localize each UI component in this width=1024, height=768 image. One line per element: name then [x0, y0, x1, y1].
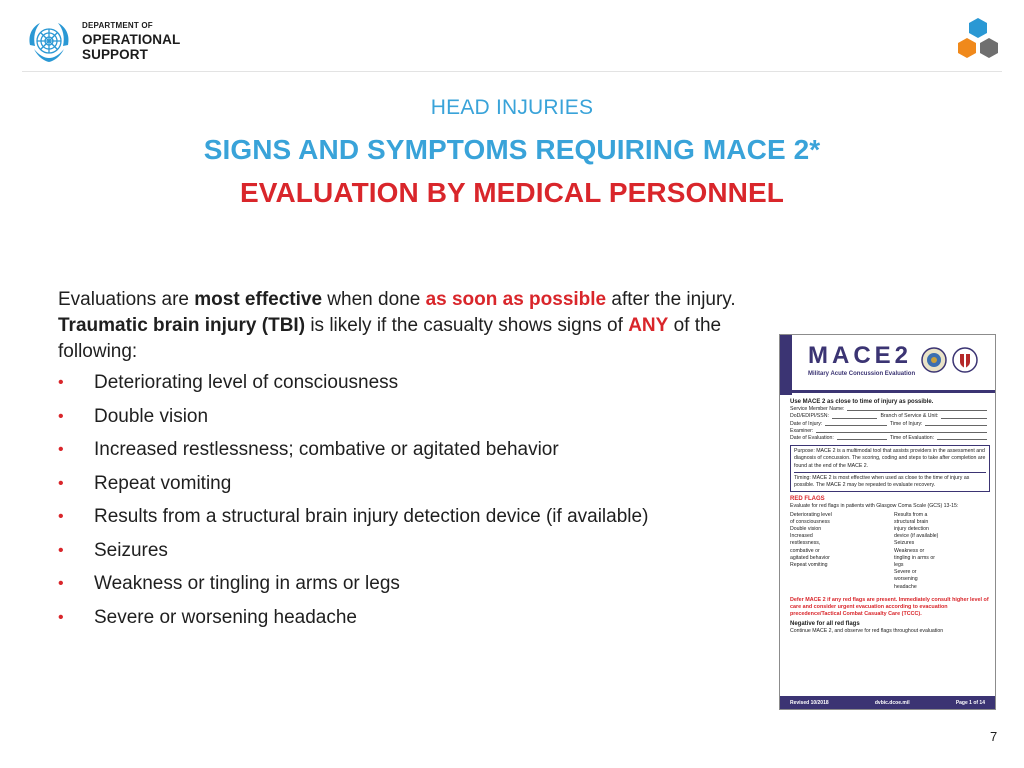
bullet-icon: • — [58, 441, 64, 458]
section-title: HEAD INJURIES — [430, 96, 594, 119]
card-flag: Double vision — [790, 526, 822, 533]
card-purpose-box — [790, 445, 990, 492]
list-item-text: Increased restlessness; combative or agitated behavior — [94, 439, 559, 460]
intro-bold-2: Traumatic brain injury (TBI) — [58, 315, 306, 336]
card-field-label: DoD/EDIPI/SSN: — [790, 413, 829, 420]
list-item — [58, 504, 758, 538]
list-item — [58, 538, 758, 572]
dvbic-seal-icon — [952, 347, 978, 373]
card-red-flags-title: RED FLAGS — [790, 496, 825, 503]
card-field-row — [790, 413, 990, 420]
intro-paragraph — [58, 287, 778, 365]
card-footer — [780, 696, 995, 709]
card-flag: Seizures — [894, 540, 915, 547]
bullet-icon: • — [58, 407, 64, 425]
card-flag: Severe or worsening headache — [894, 569, 918, 590]
card-timing: Timing: MACE 2 is most effective when used as close to the time of injury as possible. The MACE 2 may be repeated to evaluate recovery. — [794, 472, 986, 489]
bullet-icon: • — [58, 541, 64, 559]
mace2-card-image — [779, 334, 996, 710]
department-name — [82, 22, 180, 61]
list-item — [58, 471, 758, 505]
card-purpose: Purpose: MACE 2 is a multimodal tool that assists providers in the assessment and diagnosis of concussion. The scoring, coding and steps to take after completion are found at the end of the MACE 2. — [794, 448, 986, 469]
list-item-text: Weakness or tingling in arms or legs — [94, 573, 400, 594]
bullet-icon: • — [58, 575, 64, 592]
dept-line-1: DEPARTMENT OF — [82, 21, 153, 30]
card-flag: Deteriorating level of consciousness — [790, 511, 832, 525]
card-field-row — [790, 406, 990, 413]
header-divider — [22, 71, 1002, 72]
list-item — [58, 571, 758, 605]
bullet-icon: • — [58, 508, 64, 525]
un-emblem-icon — [24, 19, 74, 67]
bullet-icon: • — [58, 474, 64, 492]
card-flag: Weakness or tingling in arms or legs — [894, 547, 935, 569]
list-item — [58, 404, 758, 438]
card-flags-right — [894, 512, 990, 591]
card-flag: Results from a structural brain injury detection device (if available) — [894, 511, 939, 540]
card-field-label: Time of Evaluation: — [889, 435, 935, 442]
dod-seal-icon — [921, 347, 947, 373]
card-defer-note: Defer MACE 2 if any red flags are present. Immediately consult higher level of care and consider urgent evacuation according to evacuation precedence/Tactical Combat Casualty Care (TCCC). — [790, 596, 989, 617]
card-stripe — [780, 335, 792, 395]
card-flag: Repeat vomiting — [790, 562, 828, 569]
card-use-line: Use MACE 2 as close to time of injury as possible. — [790, 399, 934, 405]
card-field-label: Time of Injury: — [889, 420, 923, 427]
list-item-text: Results from a structural brain injury detection device (if available) — [94, 506, 649, 527]
card-footer-page: Page 1 of 14 — [955, 699, 985, 706]
list-item — [58, 370, 758, 404]
intro-text-2: when done — [322, 289, 426, 310]
slide-subtitle: EVALUATION BY MEDICAL PERSONNEL — [240, 177, 784, 208]
card-footer-revised: Revised 10/2018 — [790, 699, 829, 706]
list-item-text: Severe or worsening headache — [94, 606, 358, 628]
list-item-text: Deteriorating level of consciousness — [94, 372, 399, 393]
dept-line-3: SUPPORT — [82, 46, 148, 62]
card-field-row — [790, 428, 990, 435]
card-subtitle: Military Acute Concussion Evaluation — [808, 371, 916, 377]
intro-text-3: after the injury. — [606, 289, 736, 310]
card-negative-text: Continue MACE 2, and observe for red flags throughout evaluation — [790, 628, 944, 635]
card-field-label: Date of Evaluation: — [790, 435, 834, 442]
list-item — [58, 437, 758, 471]
list-item — [58, 605, 758, 639]
intro-text-1: Evaluations are — [58, 289, 195, 310]
card-negative-title: Negative for all red flags — [790, 620, 860, 627]
intro-emphasis-1: as soon as possible — [425, 289, 607, 310]
slide-header — [0, 0, 1024, 74]
card-field-label: Service Member Name: — [790, 406, 845, 413]
intro-text-4: is likely if the casualty shows signs of — [305, 315, 629, 336]
card-field-label: Date of Injury: — [790, 420, 823, 427]
card-flags-left — [790, 512, 886, 591]
hexagon-logo-icon — [952, 16, 1004, 68]
card-flag-columns — [790, 512, 990, 591]
card-flag: Increased restlessness, combative or agitated behavior — [790, 533, 830, 561]
symptom-list — [58, 370, 758, 638]
bullet-icon: • — [58, 374, 64, 391]
card-title: MACE2 — [808, 342, 913, 369]
card-red-flags-intro: Evaluate for red flags in patients with Glasgow Coma Scale (GCS) 13-15: — [790, 503, 959, 510]
card-field-label: Examiner: — [790, 427, 814, 434]
page-number: 7 — [990, 729, 998, 744]
intro-bold-1: most effective — [194, 289, 323, 310]
intro-emphasis-2: ANY — [628, 315, 669, 336]
slide-title: SIGNS AND SYMPTOMS REQUIRING MACE 2* — [203, 134, 821, 165]
bullet-icon: • — [58, 608, 64, 626]
card-body — [790, 399, 990, 635]
card-field-label: Branch of Service & Unit: — [880, 413, 939, 420]
intro-text-5: of the following: — [58, 315, 722, 362]
card-footer-url: dvbic.dcoe.mil — [874, 699, 910, 706]
list-item-text: Seizures — [94, 539, 168, 561]
list-item-text: Double vision — [94, 405, 209, 427]
list-item-text: Repeat vomiting — [94, 472, 232, 494]
dept-line-2: OPERATIONAL — [82, 32, 181, 47]
card-field-row — [790, 435, 990, 442]
card-field-row — [790, 421, 990, 428]
card-header — [780, 335, 995, 393]
